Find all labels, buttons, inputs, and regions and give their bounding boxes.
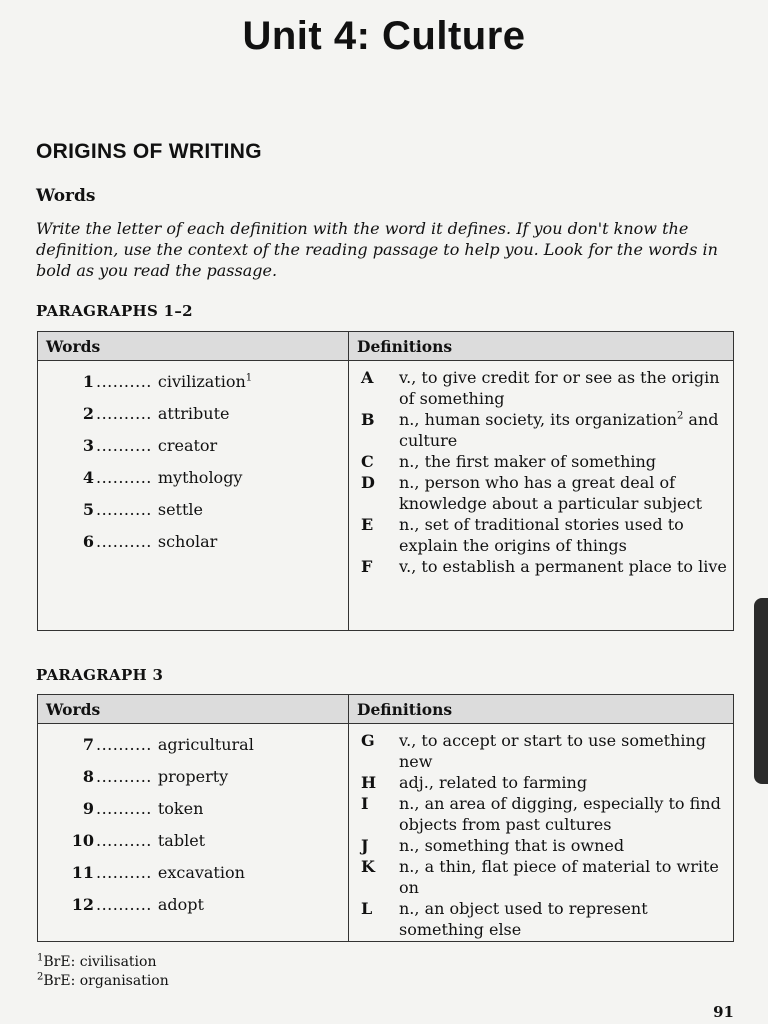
word-number: 1 — [82, 372, 94, 391]
unit-title: Unit 4: Culture — [242, 14, 526, 58]
definition-text — [399, 472, 729, 514]
definition-letter: C — [361, 452, 374, 471]
vocab-word: excavation — [157, 863, 245, 882]
definitions-column-header: Definitions — [349, 695, 734, 724]
definition-body: n., person who has a great deal of knowledge about a particular subject — [399, 473, 703, 513]
page-edge-tab — [754, 598, 768, 784]
word-number: 10 — [71, 831, 94, 850]
definition-letter: A — [361, 368, 374, 387]
word-number: 12 — [71, 895, 94, 914]
definition-text — [399, 409, 729, 451]
definition-body: v., to establish a permanent place to live — [399, 557, 727, 576]
vocab-word: creator — [157, 436, 218, 455]
definition-text — [399, 835, 729, 856]
definition-text — [399, 898, 729, 940]
definition-item — [359, 367, 729, 409]
word-item — [60, 762, 348, 794]
vocab-word: attribute — [157, 404, 230, 423]
definition-list — [349, 724, 734, 942]
word-item — [60, 431, 348, 463]
vocab-word: property — [157, 767, 229, 786]
definition-item — [359, 856, 729, 898]
vocab-word: civilization — [157, 372, 246, 391]
answer-blank: .......... — [96, 532, 152, 551]
definition-item — [359, 451, 729, 472]
definitions-column-header: Definitions — [349, 332, 734, 361]
definition-item — [359, 730, 729, 772]
definition-item — [359, 409, 729, 451]
definition-letter: J — [361, 836, 369, 855]
definition-body: adj., related to farming — [399, 773, 588, 792]
definition-body: n., something that is owned — [399, 836, 625, 855]
instructions: Write the letter of each definition with the word it defines. If you don't know the definition, use the context of the reading passage to help you. Look for the words in bold as you read the passage. — [36, 219, 718, 280]
definition-text — [399, 514, 729, 556]
definition-letter: H — [361, 773, 377, 792]
words-heading: Words — [36, 186, 96, 206]
footnote-text: BrE: civilisation — [43, 954, 157, 970]
word-number: 9 — [82, 799, 94, 818]
definition-text — [399, 793, 729, 835]
answer-blank: .......... — [96, 863, 152, 882]
vocab-word: tablet — [157, 831, 206, 850]
vocab-word: token — [157, 799, 204, 818]
word-number: 11 — [71, 863, 94, 882]
answer-blank: .......... — [96, 404, 152, 423]
definition-item — [359, 772, 729, 793]
vocab-word: settle — [157, 500, 203, 519]
footnote-number: 2 — [37, 971, 44, 983]
definition-text — [399, 730, 729, 772]
answer-blank: .......... — [96, 468, 152, 487]
vocab-word: scholar — [157, 532, 218, 551]
definition-letter: E — [361, 515, 374, 534]
footnotes — [37, 953, 169, 991]
paragraphs-1-2-heading: PARAGRAPHS 1–2 — [36, 302, 193, 320]
word-item — [60, 495, 348, 527]
answer-blank: .......... — [96, 372, 152, 391]
footnote-marker: 1 — [245, 372, 253, 384]
word-list — [38, 361, 349, 631]
word-item — [60, 794, 348, 826]
vocab-word: mythology — [157, 468, 243, 487]
vocab-word: agricultural — [157, 735, 254, 754]
word-number: 2 — [82, 404, 94, 423]
answer-blank: .......... — [96, 735, 152, 754]
definition-tail: and culture — [399, 410, 719, 450]
page-number: 91 — [713, 1003, 734, 1021]
vocab-word: adopt — [157, 895, 204, 914]
definition-text — [399, 856, 729, 898]
definition-letter: K — [361, 857, 375, 876]
word-item — [60, 399, 348, 431]
definition-list — [349, 361, 734, 631]
word-item — [60, 367, 348, 399]
definition-text — [399, 556, 729, 577]
word-item — [60, 858, 348, 890]
footnote — [37, 972, 169, 991]
paragraph-3-heading: PARAGRAPH 3 — [36, 666, 164, 684]
definition-letter: L — [361, 899, 373, 918]
word-number: 7 — [82, 735, 94, 754]
footnote-number: 1 — [37, 952, 44, 964]
words-column-header: Words — [38, 332, 349, 361]
definition-item — [359, 793, 729, 835]
definition-letter: B — [361, 410, 375, 429]
answer-blank: .......... — [96, 767, 152, 786]
footnote — [37, 953, 169, 972]
footnote-text: BrE: organisation — [43, 973, 169, 989]
definition-text — [399, 451, 729, 472]
vocab-table-1 — [37, 331, 734, 631]
word-item — [60, 527, 348, 559]
answer-blank: .......... — [96, 799, 152, 818]
words-column-header: Words — [38, 695, 349, 724]
definition-text — [399, 367, 729, 409]
definition-letter: D — [361, 473, 375, 492]
definition-letter: F — [361, 557, 373, 576]
definition-letter: G — [361, 731, 375, 750]
definition-body: n., human society, its organization — [399, 410, 677, 429]
definition-item — [359, 835, 729, 856]
definition-body: n., an area of digging, especially to find objects from past cultures — [399, 794, 721, 834]
vocab-table-2 — [37, 694, 734, 942]
answer-blank: .......... — [96, 436, 152, 455]
word-number: 3 — [82, 436, 94, 455]
definition-item — [359, 898, 729, 940]
definition-body: v., to give credit for or see as the origin of something — [399, 368, 720, 408]
word-number: 6 — [82, 532, 94, 551]
word-item — [60, 463, 348, 495]
definition-item — [359, 472, 729, 514]
definition-body: n., set of traditional stories used to explain the origins of things — [399, 515, 684, 555]
definition-item — [359, 514, 729, 556]
word-item — [60, 890, 348, 922]
definition-text — [399, 772, 729, 793]
word-item — [60, 730, 348, 762]
definition-body: v., to accept or start to use something new — [399, 731, 707, 771]
definition-body: n., the first maker of something — [399, 452, 657, 471]
word-number: 5 — [82, 500, 94, 519]
definition-body: n., an object used to represent something else — [399, 899, 648, 939]
definition-body: n., a thin, flat piece of material to write on — [399, 857, 719, 897]
definition-letter: I — [361, 794, 369, 813]
footnote-marker: 2 — [676, 410, 684, 422]
word-list — [38, 724, 349, 942]
answer-blank: .......... — [96, 500, 152, 519]
section-title: ORIGINS OF WRITING — [36, 140, 262, 163]
word-item — [60, 826, 348, 858]
word-number: 4 — [82, 468, 94, 487]
answer-blank: .......... — [96, 831, 152, 850]
answer-blank: .......... — [96, 895, 152, 914]
definition-item — [359, 556, 729, 577]
word-number: 8 — [82, 767, 94, 786]
